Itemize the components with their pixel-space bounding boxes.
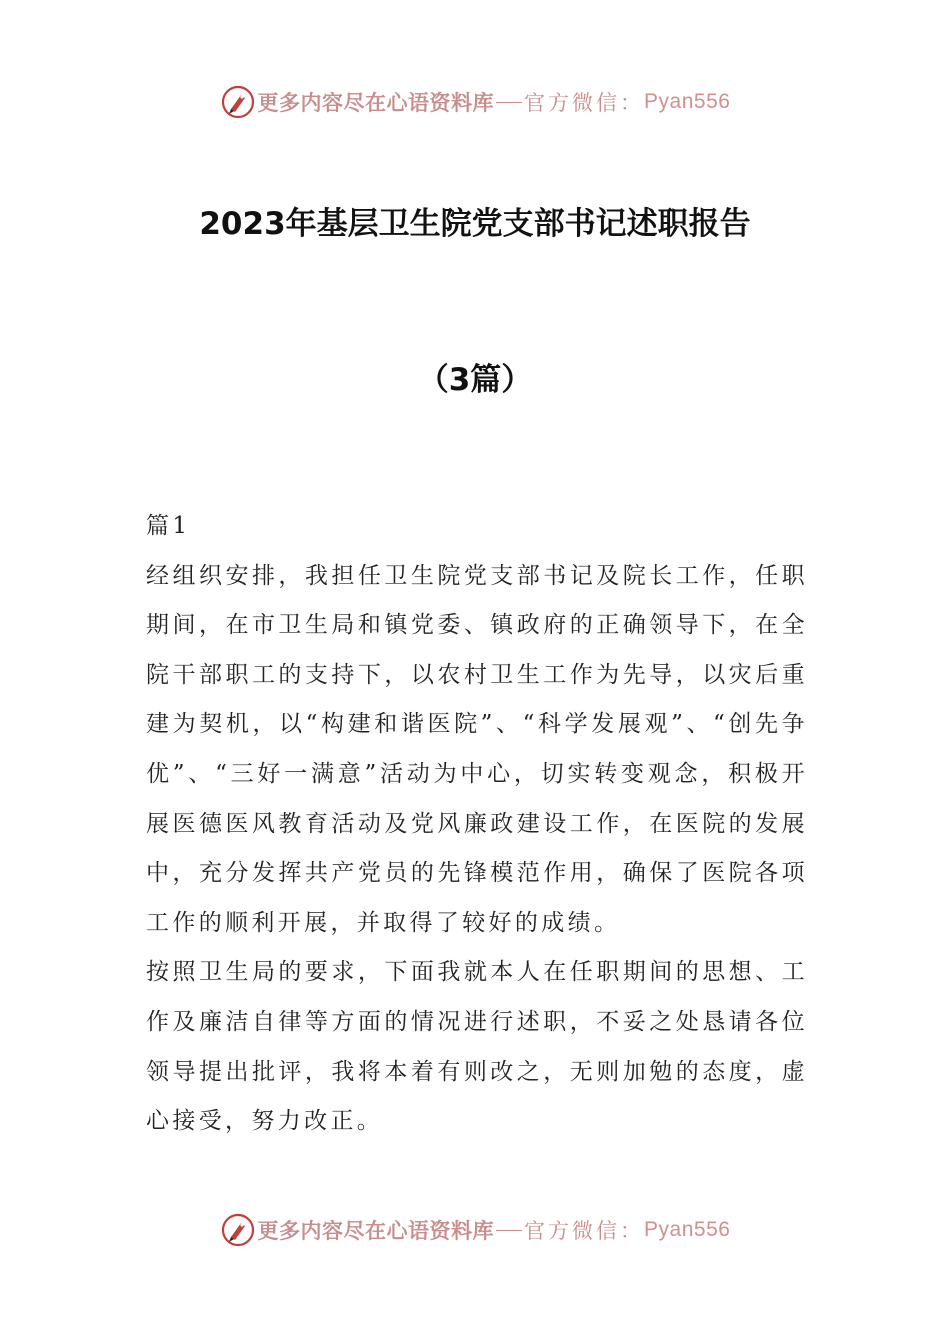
section-heading: 篇1 <box>146 513 191 539</box>
watermark-wechat-id: Pyan556 <box>644 90 731 113</box>
watermark-dash <box>496 1230 522 1231</box>
document-body <box>146 502 808 1147</box>
footer-watermark <box>0 1208 950 1252</box>
watermark-dash <box>496 102 522 103</box>
header-watermark <box>0 80 950 124</box>
watermark-sub-text: 官方微信： <box>524 1219 645 1243</box>
watermark-main-text: 更多内容尽在心语资料库 <box>257 90 495 115</box>
pen-nib-logo-icon <box>220 84 256 120</box>
body-paragraph: 经组织安排，我担任卫生院党支部书记及院长工作，任职期间，在市卫生局和镇党委、镇政府的正确领导下，在全院干部职工的支持下，以农村卫生工作为先导，以灾后重建为契机，以“构建和谐医院”、“科学发展观”、“创先争优”、“三好一满意”活动为中心，切实转变观念，积极开展医德医风教育活动及党风廉政建设工作，在医院的发展中，充分发挥共产党员的先锋模范作用，确保了医院各项工作的顺利开展，并取得了较好的成绩。 <box>146 562 808 936</box>
watermark-sub-text: 官方微信： <box>524 91 645 115</box>
watermark-main-text: 更多内容尽在心语资料库 <box>257 1218 495 1243</box>
pen-nib-logo-icon <box>220 1212 256 1248</box>
body-paragraph: 按照卫生局的要求，下面我就本人在任职期间的思想、工作及廉洁自律等方面的情况进行述职，不妥之处恳请各位领导提出批评，我将本着有则改之，无则加勉的态度，虚心接受，努力改正。 <box>146 959 808 1135</box>
document-subtitle: （3篇） <box>417 362 533 398</box>
document-title: 2023年基层卫生院党支部书记述职报告 <box>199 206 751 242</box>
watermark-wechat-id: Pyan556 <box>644 1218 731 1241</box>
